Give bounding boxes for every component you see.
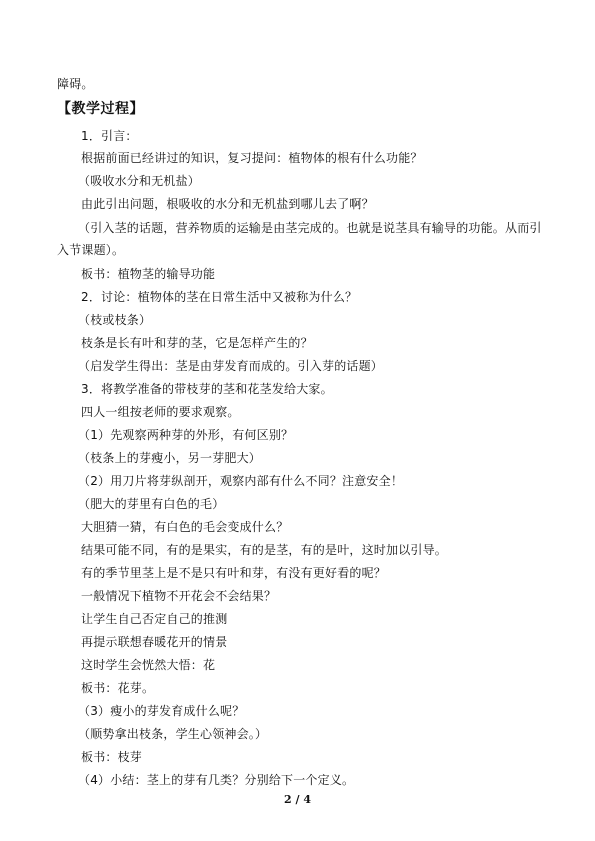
text-line: 由此引出问题，根吸收的水分和无机盐到哪儿去了啊？ <box>81 197 374 211</box>
text-line: 结果可能不同，有的是果实，有的是茎，有的是叶，这时加以引导。 <box>81 543 448 557</box>
text-line: （4）小结：茎上的芽有几类？分别给下一个定义。 <box>78 773 355 787</box>
section-heading-teaching-process: 【教学过程】 <box>57 101 144 117</box>
text-line: （顺势拿出枝条，学生心领神会。） <box>78 727 268 741</box>
text-line: 枝条是长有叶和芽的茎，它是怎样产生的？ <box>81 336 313 350</box>
text-line-continuation: 障碍。 <box>57 77 94 91</box>
text-line: 有的季节里茎上是不是只有叶和芽，有没有更好看的呢？ <box>81 566 387 580</box>
text-line: 2．讨论：植物体的茎在日常生活中又被称为什么？ <box>81 290 358 304</box>
text-line: 这时学生会恍然大悟：花 <box>81 658 216 672</box>
text-line: （枝条上的芽瘦小，另一芽肥大） <box>78 451 262 465</box>
text-line: （肥大的芽里有白色的毛） <box>78 497 225 511</box>
text-line: （1）先观察两种芽的外形，有何区别？ <box>78 428 294 442</box>
text-line: 1．引言： <box>81 129 138 143</box>
text-line: 再提示联想春暖花开的情景 <box>81 635 228 649</box>
text-line: 一般情况下植物不开花会不会结果？ <box>81 589 277 603</box>
text-line: （吸收水分和无机盐） <box>78 174 201 188</box>
text-line-board: 板书：枝芽 <box>81 750 143 764</box>
text-line: （引入茎的话题，营养物质的运输是由茎完成的。也就是说茎具有输导的功能。从而引 <box>78 221 542 235</box>
text-line: （2）用刀片将芽纵剖开，观察内部有什么不同？注意安全！ <box>78 474 404 488</box>
page-number: 2 / 4 <box>284 793 311 806</box>
text-line: 四人一组按老师的要求观察。 <box>81 405 240 419</box>
text-line: （枝或枝条） <box>78 313 152 327</box>
text-line: 入节课题）。 <box>57 243 125 257</box>
text-line: 3．将教学准备的带枝芽的茎和花茎发给大家。 <box>81 382 333 396</box>
text-line: 让学生自己否定自己的推测 <box>81 612 228 626</box>
text-line-board: 板书：花芽。 <box>81 681 155 695</box>
text-line-board: 板书：植物茎的输导功能 <box>81 267 216 281</box>
text-line: 根据前面已经讲过的知识，复习提问：植物体的根有什么功能？ <box>81 151 423 165</box>
text-line: （启发学生得出：茎是由芽发育而成的。引入芽的话题） <box>78 359 384 373</box>
text-line: 大胆猜一猜，有白色的毛会变成什么？ <box>81 520 289 534</box>
text-line: （3）瘦小的芽发育成什么呢？ <box>78 704 245 718</box>
